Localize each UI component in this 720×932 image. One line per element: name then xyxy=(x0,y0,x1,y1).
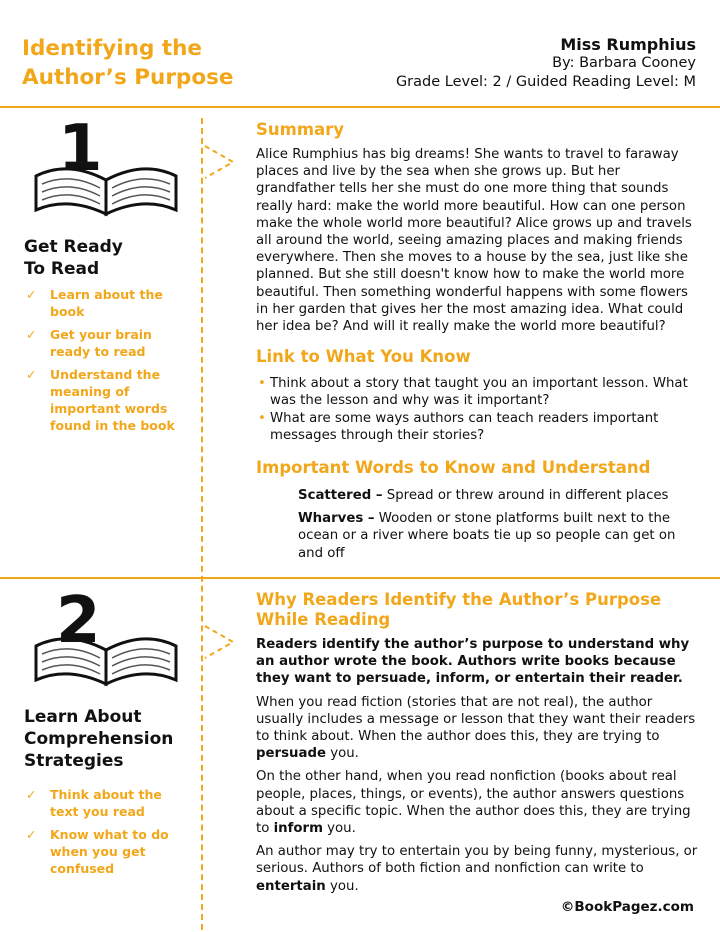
title-line-1: Identifying the xyxy=(22,36,203,61)
paragraph-end: you. xyxy=(322,821,356,837)
paragraph-text: On the other hand, when you read nonfiction (books about real people, places, things, or events), the author answers questions about a specific topic. When the author does this, they are trying to xyxy=(256,769,691,837)
reading-levels: Grade Level: 2 / Guided Reading Level: M xyxy=(395,74,696,90)
step-1-graphic xyxy=(28,112,188,222)
vocab-definition: Spread or threw around in different places xyxy=(382,488,669,504)
dashed-chevron-arrow-icon xyxy=(203,620,239,664)
section-2-checklist xyxy=(24,786,194,883)
link-bullets xyxy=(256,375,702,444)
paragraph-persuade xyxy=(256,694,702,763)
section-1-heading xyxy=(24,236,123,280)
link-heading: Link to What You Know xyxy=(256,347,471,367)
checklist-item xyxy=(24,326,194,360)
vocab-term: Scattered – xyxy=(298,488,383,504)
header-divider xyxy=(0,106,720,108)
copyright: ©BookPagez.com xyxy=(560,899,694,915)
paragraph-text: When you read fiction (stories that are not real), the author usually includes a message or lesson that they want their readers to think about. When the author does this, they are trying to xyxy=(256,694,696,745)
checklist-text: Understand the meaning of important words found in the book xyxy=(50,367,175,433)
paragraph-end: you. xyxy=(325,878,359,894)
bullet-item xyxy=(256,375,702,409)
section-2-heading xyxy=(24,706,173,772)
checklist-item xyxy=(24,826,194,877)
check-icon: ✓ xyxy=(26,287,37,302)
bullet-text: Think about a story that taught you an important lesson. What was the lesson and why was it important? xyxy=(270,376,688,409)
page-title xyxy=(22,34,252,92)
paragraph-inform xyxy=(256,768,702,837)
vocabulary-list xyxy=(298,487,702,562)
keyword: entertain xyxy=(256,878,326,894)
heading-line: Strategies xyxy=(24,751,124,771)
bullet-item xyxy=(256,410,702,444)
section-1-content xyxy=(256,120,702,568)
words-heading: Important Words to Know and Understand xyxy=(256,458,651,478)
checklist-text: Think about the text you read xyxy=(50,787,162,819)
column-divider xyxy=(201,118,203,930)
book-author: By: Barbara Cooney xyxy=(552,55,696,71)
heading-line: Get Ready xyxy=(24,237,123,257)
check-icon: ✓ xyxy=(26,367,37,382)
keyword: inform xyxy=(273,821,323,837)
checklist-text: Know what to do when you get confused xyxy=(50,827,169,876)
paragraph-text: An author may try to entertain you by being funny, mysterious, or serious. Authors of both fiction and nonfiction can write to xyxy=(256,844,698,877)
vocab-entry xyxy=(298,510,702,562)
step-number: 1 xyxy=(58,112,103,186)
bullet-icon: • xyxy=(258,410,266,426)
heading-line: Comprehension xyxy=(24,729,174,749)
checklist-text: Get your brain ready to read xyxy=(50,327,152,359)
book-info xyxy=(396,35,696,92)
checklist-text: Learn about the book xyxy=(50,287,163,319)
vocab-entry xyxy=(298,487,702,504)
heading-line: To Read xyxy=(24,259,100,279)
why-heading: Why Readers Identify the Author’s Purpose While Reading xyxy=(256,590,662,629)
checklist-item xyxy=(24,786,194,820)
heading-line: Learn About xyxy=(24,707,142,727)
step-2-graphic xyxy=(28,584,188,692)
check-icon: ✓ xyxy=(26,827,37,842)
book-title: Miss Rumphius xyxy=(560,35,696,54)
check-icon: ✓ xyxy=(26,787,37,802)
open-book-icon xyxy=(28,118,188,222)
keyword: persuade xyxy=(256,746,326,762)
dashed-chevron-arrow-icon xyxy=(203,140,239,184)
paragraph-entertain xyxy=(256,843,702,895)
title-line-2: Author’s Purpose xyxy=(22,65,234,90)
section-divider xyxy=(0,577,720,579)
open-book-icon xyxy=(28,584,188,692)
checklist-item xyxy=(24,286,194,320)
vocab-term: Wharves – xyxy=(298,511,375,527)
check-icon: ✓ xyxy=(26,327,37,342)
bullet-icon: • xyxy=(258,376,266,392)
checklist-item xyxy=(24,366,194,434)
summary-text: Alice Rumphius has big dreams! She wants to travel to faraway places and live by the sea when she grows up. But her grandfather tells her she must do one more thing that sounds really hard: make the world more beautiful. How can one person make the whole world more beautiful? Alice grows up and travels all around the world, seeing amazing places and making friends everywhere. Then she moves to a house by the sea, just like she planned. But she still doesn't know how to make the world more beautiful. Then something wonderful happens with some flowers in her garden that gives her the most amazing idea. What could her idea be? And will it really make the world more beautiful? xyxy=(256,147,692,335)
section-2-content xyxy=(256,590,702,895)
vocab-definition: Wooden or stone platforms built next to the ocean or a river where boats tie up so people can get on and off xyxy=(298,511,676,561)
bullet-text: What are some ways authors can teach readers important messages through their stories? xyxy=(270,410,659,443)
section-1-checklist xyxy=(24,286,194,440)
summary-heading: Summary xyxy=(256,120,345,139)
paragraph-end: you. xyxy=(325,746,359,762)
bold-intro: Readers identify the author’s purpose to understand why an author wrote the book. Authors write books because they want to persuade, inform, or entertain their reader. xyxy=(256,637,690,687)
step-number: 2 xyxy=(56,584,101,658)
